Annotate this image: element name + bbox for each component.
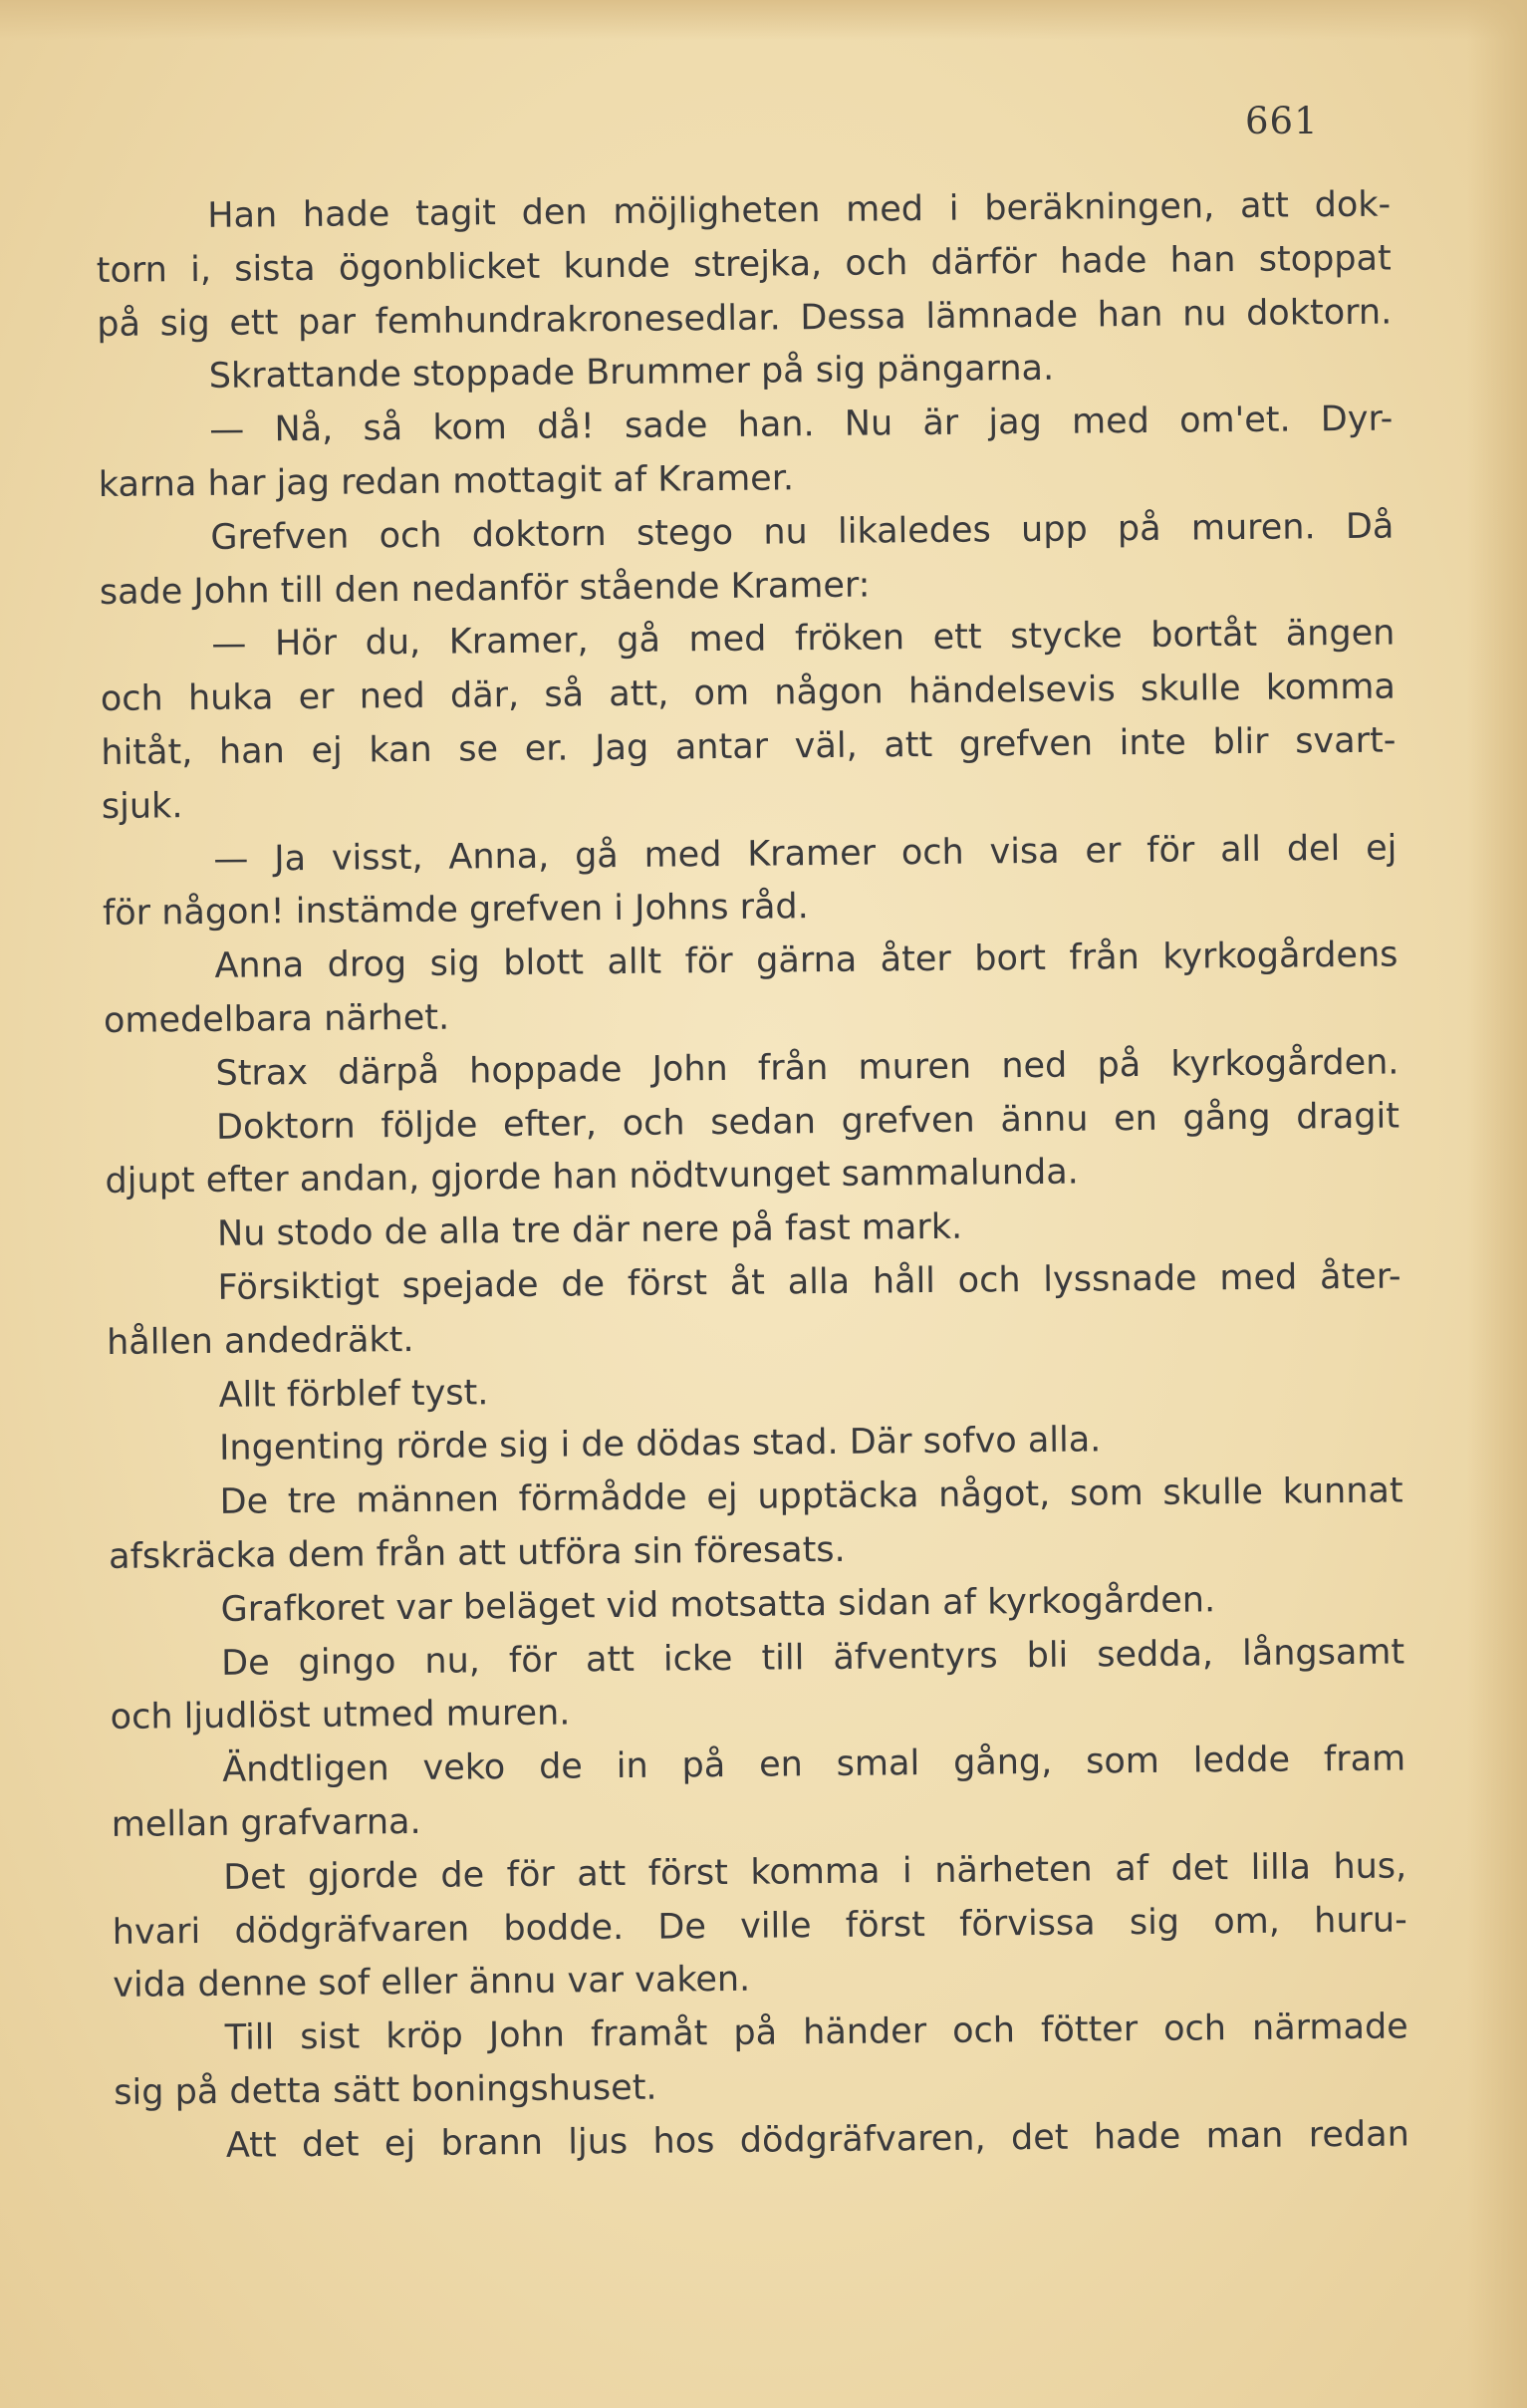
page-shadow-right [1467,0,1527,2408]
text-line: för någon! instämde grefven i Johns råd. [102,887,809,935]
text-line: karna har jag redan mottagit af Kramer. [98,458,795,505]
text-line: omedelbara närhet. [103,997,450,1041]
text-line: — Hör du, Kramer, gå med fröken ett stycke bortåt ängen [211,613,1396,666]
text-line: — Nå, så kom då! sade han. Nu är jag med om'et. Dyr- [209,399,1394,451]
text-line: Anna drog sig blott allt för gärna åter bort från kyrkogårdens [214,935,1399,987]
text-line: Allt förblef tyst. [218,1372,489,1416]
text-line: De gingo nu, för att icke till äfventyrs bli sedda, långsamt [220,1631,1405,1684]
text-line: Doktorn följde efter, och sedan grefven ännu en gång dragit [215,1096,1400,1148]
text-line: sig på detta sätt boningshuset. [114,2067,657,2113]
text-line: De tre männen förmådde ej upptäcka något, som skulle kunnat [219,1471,1403,1522]
text-line: Grefven och doktorn stego nu likaledes upp på muren. Då [210,506,1395,558]
text-line: torn i, sista ögonblicket kunde strejka, och därför hade han stoppat [96,238,1392,291]
text-line: Ändtligen veko de in på en smal gång, som ledde fram [222,1739,1406,1790]
text-line: hållen andedräkt. [106,1319,414,1363]
page-shadow-top [0,0,1527,40]
text-line: och huka er ned där, så att, om någon händelsevis skulle komma [100,667,1397,720]
text-line: hitåt, han ej kan se er. Jag antar väl, att grefven inte blir svart- [101,720,1397,773]
body-text [96,179,1409,2175]
text-line: sade John till den nedanför stående Kramer: [99,565,871,613]
text-line: Försiktigt spejade de först åt alla håll och lyssnade med åter- [217,1256,1401,1308]
text-line: och ljudlöst utmed muren. [110,1693,571,1739]
text-line: Grafkoret var beläget vid motsatta sidan af kyrkogården. [220,1579,1216,1630]
page-number: 661 [1245,100,1319,142]
text-line: Skrattande stoppade Brummer på sig pängarna. [208,349,1055,398]
text-line: Han hade tagit den möjligheten med i beräkningen, att dok- [207,184,1392,236]
text-line: sjuk. [101,785,183,827]
text-line: djupt efter andan, gjorde han nödtvunget sammalunda. [105,1152,1079,1203]
text-line: Ingenting rörde sig i de dödas stad. Där sofvo alla. [218,1420,1102,1470]
text-line: Nu stodo de alla tre där nere på fast mark. [216,1206,963,1255]
text-line: Strax därpå hoppade John från muren ned på kyrkogården. [215,1042,1400,1094]
text-line: Att det ej brann ljus hos dödgräfvaren, det hade man redan [225,2114,1409,2166]
text-line: vida denne sof eller ännu var vaken. [113,1960,751,2007]
text-line: mellan grafvarna. [111,1801,421,1845]
text-line: — Ja visst, Anna, gå med Kramer och visa er för all del ej [213,828,1398,880]
text-line: Det gjorde de för att först komma i närheten af det lilla hus, [223,1846,1407,1898]
text-line: Till sist kröp John framåt på händer och fötter och närmade [224,2007,1408,2058]
text-line: hvari dödgräfvaren bodde. De ville först förvissa sig om, huru- [112,1899,1407,1953]
text-line: på sig ett par femhundrakronesedlar. Dessa lämnade han nu doktorn. [97,292,1393,345]
text-line: afskräcka dem från att utföra sin föresats. [108,1529,846,1577]
